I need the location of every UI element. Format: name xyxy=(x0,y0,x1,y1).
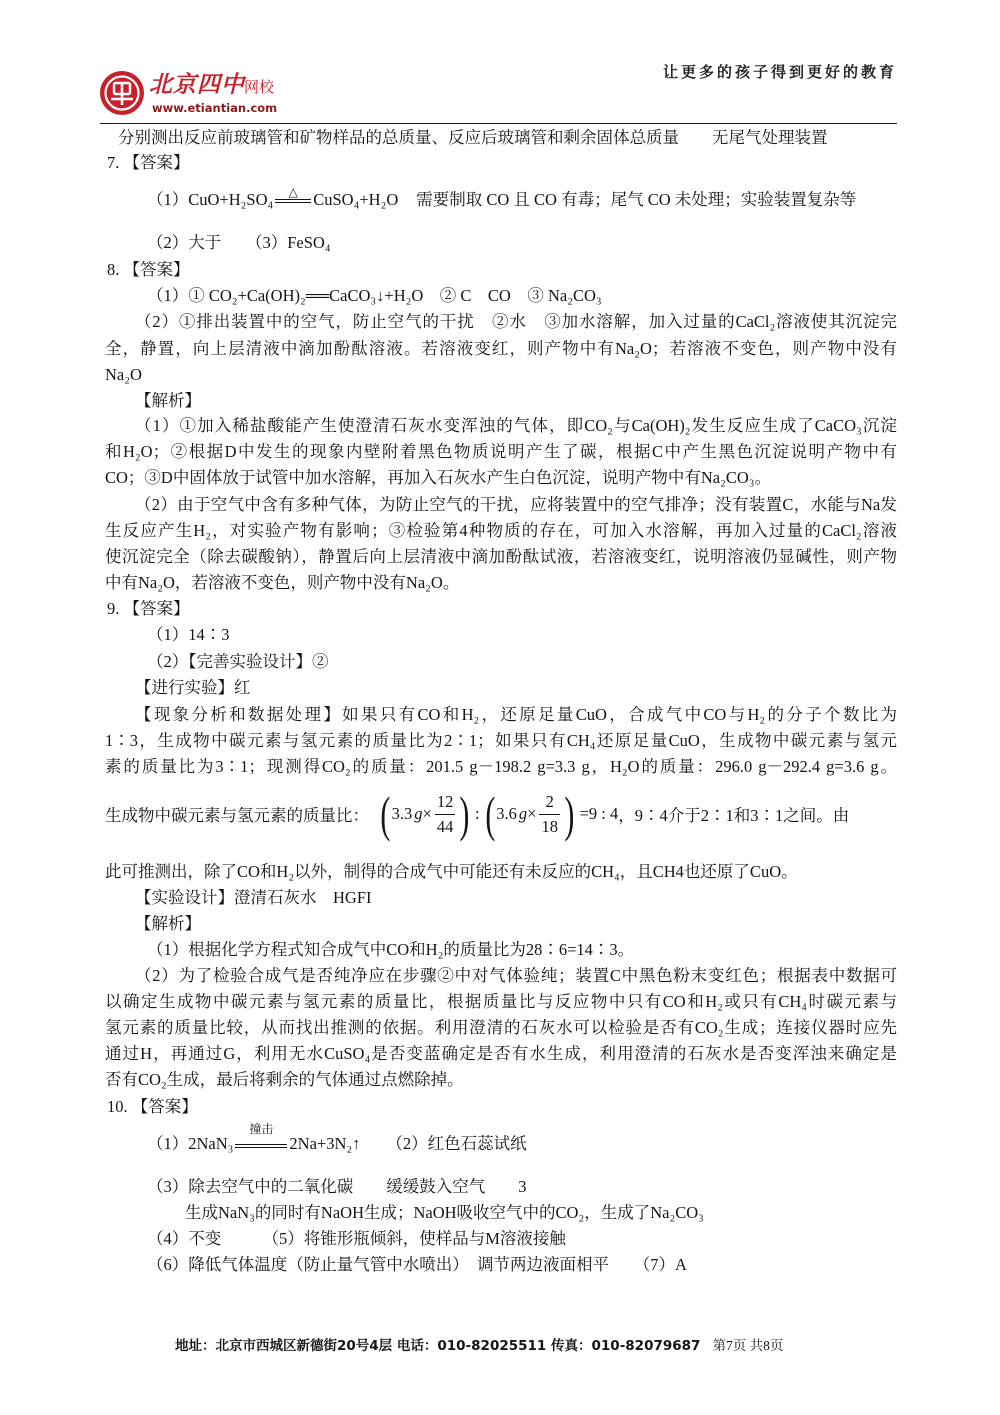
q7-answer-1-note: 需要制取 CO 且 CO 有毒；尾气 CO 未处理；实验装置复杂等 xyxy=(416,190,857,209)
logo-wordmark: 北京四中 xyxy=(149,71,245,98)
q7-answer-1 xyxy=(147,187,856,213)
times-sign: × xyxy=(422,804,432,823)
open-paren: ( xyxy=(380,786,391,842)
q9-line: 以确定生成物中碳元素与氢元素的质量比，根据质量比与反应物中只有CO和H₂或只有CH₄时碳元素与 xyxy=(105,992,897,1011)
q9-line: （1）根据化学方程式知合成气中CO和H₂的质量比为28∶6=14∶3。 xyxy=(147,940,635,959)
q10-line: （3）除去空气中的二氧化碳 缓缓鼓入空气 3 xyxy=(147,1177,527,1196)
q8-line: 和H₂O；②根据D中发生的现象内壁附着黑色物质说明产生了碳，根据C中产生黑色沉淀说明产物中有 xyxy=(105,442,897,461)
q8-line: 全，静置，向上层清液中滴加酚酞溶液。若溶液变红，则产物中有Na₂O；若溶液不变色，则产物中没有 xyxy=(105,339,897,358)
formula-prefix: 生成物中碳元素与氢元素的质量比： xyxy=(105,806,369,825)
q7-equation-products: CuSO₄+H₂O xyxy=(313,190,399,209)
q9-line: 素的质量比为3∶1；现测得CO₂的质量：201.5 g－198.2 g=3.3 g，H₂O的质量：296.0 g－292.4 g=3.6 g。 xyxy=(105,757,897,776)
q6-answer-tail: 分别测出反应前玻璃管和矿物样品的总质量、反应后玻璃管和剩余固体总质量 无尾气处理装置 xyxy=(118,128,828,147)
formula-result: =9 : 4 xyxy=(579,804,619,823)
q7-answer-2: （2）大于 （3）FeSO₄ xyxy=(147,233,331,252)
q7-heading: 7. 【答案】 xyxy=(107,153,190,172)
fraction-hydrogen xyxy=(539,790,560,839)
term2-value: 3.6 xyxy=(496,804,517,823)
q9-line: 【实验设计】澄清石灰水 HGFI xyxy=(135,888,372,907)
q10-line: 生成NaN₃的同时有NaOH生成；NaOH吸收空气中的CO₂，生成了Na₂CO₃ xyxy=(185,1203,704,1222)
q8-line: 使沉淀完全（除去碳酸钠），静置后向上层清液中滴加酚酞试液，若溶液变红，说明溶液仍显碱性，则产物 xyxy=(105,547,897,566)
q9-line: 氢元素的质量比较，从而找出推测的依据。利用澄清的石灰水可以检验是否有CO₂生成；连接仪器时应先 xyxy=(105,1018,897,1037)
close-paren: ) xyxy=(564,786,575,842)
fraction-numerator: 12 xyxy=(436,791,454,811)
q8-line: CO；③D中固体放于试管中加水溶解，再加入石灰水产生白色沉淀，说明产物中有Na₂CO₃。 xyxy=(105,468,772,487)
close-paren: ) xyxy=(459,786,470,842)
q8-heading: 8. 【答案】 xyxy=(107,260,190,279)
q9-line: 1∶3，生成物中碳元素与氢元素的质量比为2∶1；如果只有CH₄还原足量CuO，生成物中碳元素与氢元 xyxy=(105,731,897,750)
ratio-sign: : xyxy=(475,804,480,823)
reaction-condition xyxy=(233,1122,289,1157)
formula-suffix: ，9∶4介于2∶1和3∶1之间。由 xyxy=(618,806,850,825)
q8-line: （1）①加入稀盐酸能产生使澄清石灰水变浑浊的气体，即CO₂与Ca(OH)₂发生反应生成了CaCO₃沉淀 xyxy=(135,416,897,435)
q10-line: （4）不变 （5）将锥形瓶倾斜，使样品与M溶液接触 xyxy=(147,1229,566,1248)
heat-symbol: △ xyxy=(288,185,298,199)
q10-equation-products: 2Na+3N₂↑ xyxy=(289,1134,361,1153)
fraction-denominator: 44 xyxy=(436,816,454,836)
header-slogan: 让更多的孩子得到更好的教育 xyxy=(662,63,897,81)
fraction-carbon xyxy=(435,790,456,839)
q9-mass-ratio-formula xyxy=(105,785,900,843)
q9-line: 【现象分析和数据处理】如果只有CO和H₂，还原足量CuO，合成气中CO与H₂的分子个数比为 xyxy=(135,705,897,724)
q10-equation-reactants: （1）2NaN₃ xyxy=(147,1134,234,1153)
q10-line: （6）降低气体温度（防止量气管中水喷出） 调节两边液面相平 （7）A xyxy=(147,1255,687,1274)
fraction-numerator: 2 xyxy=(545,791,554,811)
q9-line: 通过H，再通过G，利用无水CuSO₄是否变蓝确定是否有水生成，利用澄清的石灰水是否变浑浊来确定是 xyxy=(105,1044,897,1063)
page-number: 第7页 共8页 xyxy=(712,1338,784,1353)
q8-analysis-label: 【解析】 xyxy=(135,391,201,410)
q8-line: 中有Na₂O，若溶液不变色，则产物中没有Na₂O。 xyxy=(105,573,460,592)
q9-heading: 9. 【答案】 xyxy=(107,599,190,618)
equation-double-line xyxy=(275,199,311,203)
q9-line: （2）为了检验合成气是否纯净应在步骤②中对气体验纯；装置C中黑色粉末变红色；根据表中数据可 xyxy=(135,966,897,985)
q10-answer-1 xyxy=(147,1122,527,1157)
q10-heading: 10. 【答案】 xyxy=(107,1097,198,1116)
q9-line: （1）14∶3 xyxy=(147,625,230,644)
reaction-condition xyxy=(273,187,313,213)
logo-wordmark-suffix: 网校 xyxy=(244,78,275,96)
impact-condition-label: 撞击 xyxy=(249,1122,274,1136)
q9-line: 此可推测出，除了CO和H₂以外，制得的合成气中可能还有未反应的CH₄，且CH4也还原了CuO。 xyxy=(105,862,798,881)
q10-answer-2: （2）红色石蕊试纸 xyxy=(386,1134,527,1153)
page-footer xyxy=(175,1335,783,1357)
term1-value: 3.3 xyxy=(391,804,413,823)
fraction-denominator: 18 xyxy=(541,816,558,836)
q9-line: 否有CO₂生成，最后将剩余的气体通过点燃除掉。 xyxy=(105,1070,464,1089)
q8-line: Na₂O xyxy=(105,365,142,384)
q8-line: （2）①排出装置中的空气，防止空气的干扰 ②水 ③加水溶解，加入过量的CaCl₂溶液使其沉淀完 xyxy=(135,312,897,331)
footer-address: 地址：北京市西城区新德街20号4层 电话：010-82025511 传真：010-82079687 xyxy=(175,1338,701,1354)
school-logo-icon xyxy=(99,70,145,116)
equation-double-line xyxy=(235,1144,287,1148)
q8-line: （1）① CO₂+Ca(OH)₂══CaCO₃↓+H₂O ② C CO ③ Na₂CO₃ xyxy=(147,286,602,305)
q9-line: 【进行实验】红 xyxy=(135,678,251,697)
q8-line: 生反应产生H₂，对实验产物有影响；③检验第4种物质的存在，可加入水溶解，再加入过量的CaCl₂溶液 xyxy=(105,521,897,540)
term2-unit: g xyxy=(518,804,528,823)
header-divider xyxy=(100,123,897,124)
q8-line: （2）由于空气中含有多种气体，为防止空气的干扰，应将装置中的空气排净；没有装置C，水能与Na发 xyxy=(135,495,897,514)
times-sign: × xyxy=(527,804,537,823)
q9-line: （2）【完善实验设计】② xyxy=(147,652,329,671)
open-paren: ( xyxy=(484,786,495,842)
logo-url: www.etiantian.com xyxy=(152,101,278,115)
q7-equation-reactants: （1）CuO+H₂SO₄ xyxy=(147,190,274,209)
term1-unit: g xyxy=(414,804,423,823)
q9-analysis-label: 【解析】 xyxy=(135,914,201,933)
